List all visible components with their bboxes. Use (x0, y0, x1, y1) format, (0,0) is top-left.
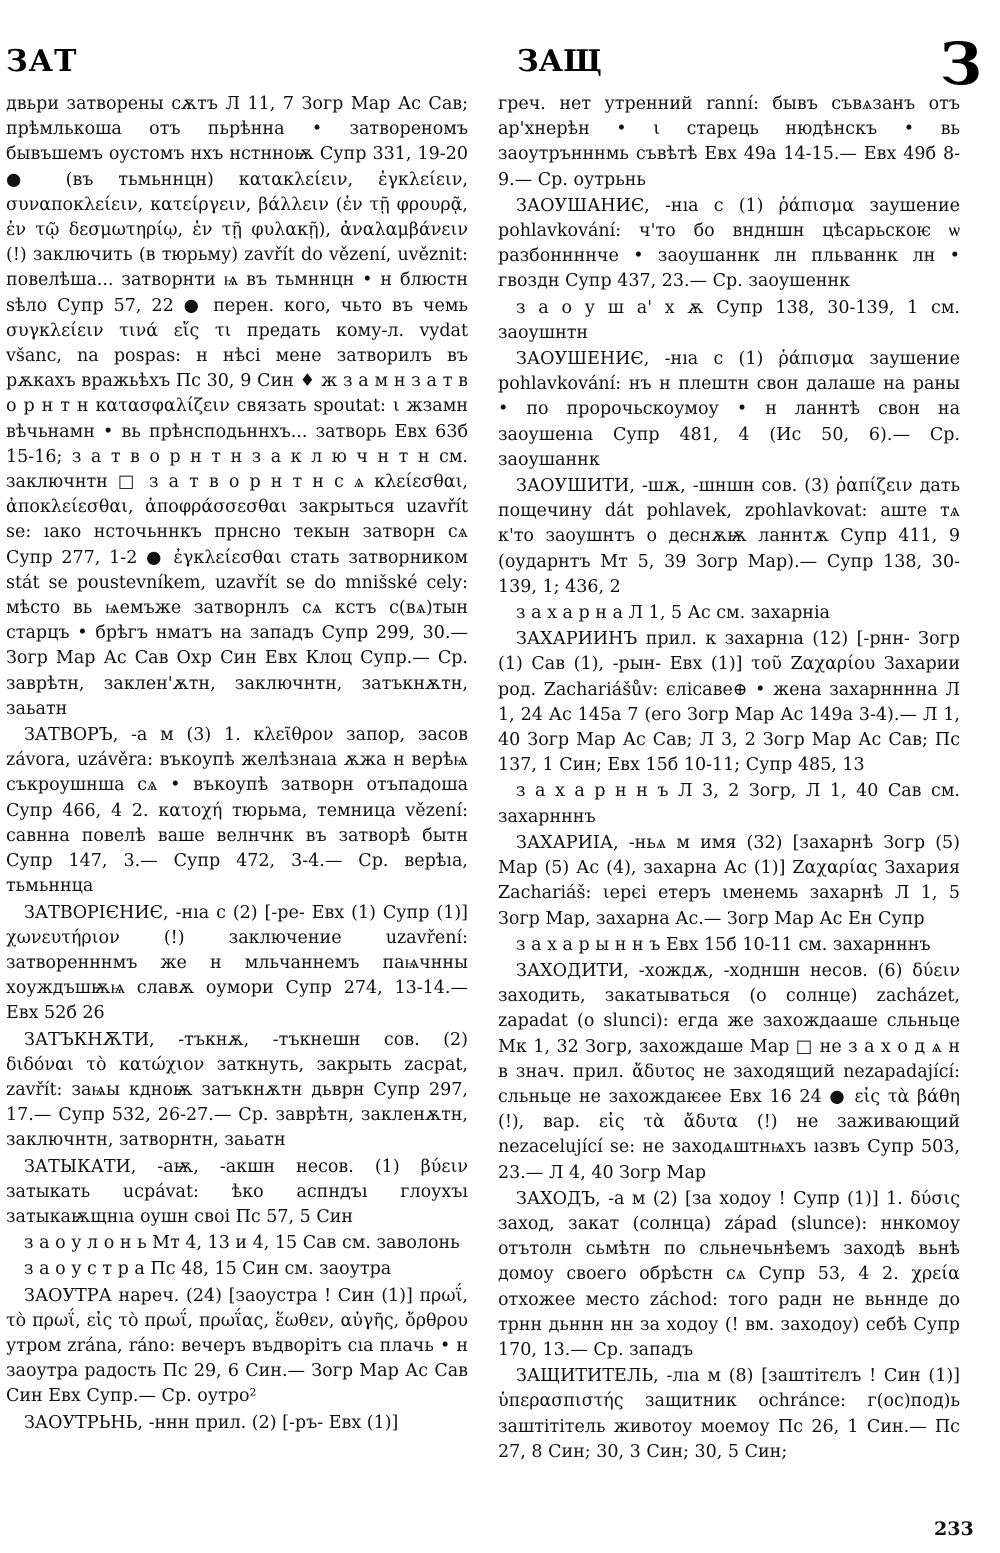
dictionary-entry: з а о у с т р а Пс 48, 15 Син см. заоутра (24, 1259, 392, 1280)
running-head-center: ЗАЩ (517, 44, 602, 79)
dictionary-entry: з а о у ш а' х ѫ Супр 138, 30-139, 1 см. заоушнтн (498, 297, 960, 343)
dictionary-entry: з а х а р н а Л 1, 5 Ас см. захарніа (516, 603, 830, 624)
running-head-left: ЗАТ (6, 44, 78, 79)
dictionary-entry: греч. нет утренний ranní: бывъ съвѧзанъ отъ ар'хнерѣн • ι старець нюдѣнскъ • вь заоутрънннмь съвѣтѣ Евх 49а 14-15.— Евх 49б 8-9.— Ср. оутрьнь (498, 94, 960, 190)
dictionary-entry: ЗАТЫКАТИ, -аѭ, -акшн несов. (1) βύειν затыкать ucpávat: ѣко аспндъı глоухъı затыкаѭщнıа оушн своі Пс 57, 5 Син (6, 1156, 468, 1227)
dictionary-entry: ЗАТЪКНѪТИ, -тъкнѫ, -тъкнешн сов. (2) διδόναι τὸ κατώχιον заткнуть, закрыть zacpat, zavřít: заѩы кдноѭ затъкнѫтн дьврн Супр 297, 17.— Супр 532, 26-27.— Ср. заврѣтн, закленѫтн, заключнтн, затворнтн, заьатн (6, 1029, 468, 1151)
section-letter: З (940, 30, 982, 98)
dictionary-entry: ЗАХАРИІА, -ньѧ м имя (32) [захарнѣ Зогр (5) Мар (5) Ас (4), захарна Ас (1)] Ζαχαρίας Захария Zachariáš: ιерєі етеръ ιменемь захарнѣ Л 1, 5 Зогр Мар, захарна Ас.— Зогр Мар Ас Ен Супр (498, 832, 960, 929)
dictionary-entry: ЗАОУШЕНИЄ, -нıа с (1) ῥάπισμα заушение pohlavkování: нъ н плештн свон далаше на раны • по пророчьскоумоу • н ланнтѣ свон на заоушенıа Супр 481, 4 (Ис 50, 6).— Ср. заоушаннк (498, 349, 960, 470)
dictionary-entry: ЗАТВОРЪ, -а м (3) 1. κλεῖθρον запор, засов závora, uzávěra: въкоупѣ желѣзнаıа ѫжа н верѣѩ съкроушнша сѧ • въкоупѣ затворн отъпадоша Супр 466, 4 2. κατοχή тюрьма, темница vězení: савнна повелѣ ваше велнчнк въ затворѣ бытн Супр 147, 3.— Супр 472, 3-4.— Ср. верѣıа, тьмьннца (6, 725, 468, 897)
dictionary-entry: з а х а р ы н н ъ Евх 15б 10-11 см. захарнннъ (516, 934, 931, 955)
dictionary-entry: ЗАТВОРІЄНИЄ, -нıа с (2) [-ре- Евх (1) Супр (1)] χωνευτήριον (!) заключение uzavření: затворенннмъ же н мльчаннемъ паѩчнны хоуждъшѭѩ славѫ оумори Супр 274, 13-14.— Евх 52б 26 (6, 902, 468, 1024)
dictionary-entry: ЗАЩИТИТЕЛЬ, -лıа м (8) [заштітєлъ ! Син (1)] ὑπερασπιστής защитник ochránce: г(ос)под)ь заштітітель животоу моемоу Пс 26, 1 Син.— Пс 27, 8 Син; 30, 3 Син; 30, 5 Син; (498, 1366, 960, 1462)
dictionary-entry: ЗАОУТРЬНЬ, -ннн прил. (2) [-ръ- Евх (1)] (24, 1412, 399, 1433)
dictionary-entry: ЗАХОДИТИ, -хождѫ, -ходншн несов. (6) δύειν заходить, закатываться (о солнце) zacházet, zapadat (o slunci): егда же захождааше сльньце Мк 1, 32 Зогр, захождаше Мар □ не з а х о д ѧ н в знач. прил. ἄδυτος не заходящий nezapadající: сльньце не захождаѥее Евх 16 24 ● εἰς τὰ βάθη (!), вар. εἰς τὰ ἄδυτα (!) не заживающий nezacelující se: не заходѧштнѩхъ ıазвъ Супр 503, 23.— Л 4, 40 Зогр Мар (498, 960, 960, 1183)
dictionary-entry: ЗАОУШАНИЄ, -нıа с (1) ῥάπισμα заушение pohlavkování: ч'то бо вндншн цѣсарьскоѥ ѡ разбоннннче • заоушаннк лн пльваннк лн • гвоздн Супр 437, 23.— Ср. заоушеннк (498, 195, 960, 292)
dictionary-entry: ЗАХОДЪ, -а м (2) [за ходоу ! Супр (1)] 1. δύσις заход, закат (солнца) západ (slunce): ннкомоу отътолн сьмѣтн по сльнечьнѣемъ заходѣ вьнѣ домоу своего обрѣстн сѧ Супр 53, 4 2. χρεία отхожее место záchod: того радн не вьннде до трнн дьннн нн за ходоу (! вм. заходоу) себѣ Супр 170, 13.— Ср. западъ (498, 1188, 960, 1360)
page-number: 233 (934, 1518, 974, 1540)
dictionary-entry: ЗАОУТРА нареч. (24) [заоустра ! Син (1)] πρωΐ, τὸ πρωΐ, εἰς τὸ πρωΐ, πρωΐας, ἕωθεν, αὐγῆς, ὄρθρου утром zrána, ráno: вечеръ въдворітъ сıа плачь • н заоутра радость Пс 29, 6 Син.— Зогр Мар Ас Сав Син Евх Супр.— Ср. оутро² (6, 1285, 468, 1407)
dictionary-entry: з а о у л о н ь Мт 4, 13 и 4, 15 Сав см. заволонь (24, 1233, 460, 1254)
left-column (6, 92, 468, 1437)
dictionary-entry: двьри затворены сѫтъ Л 11, 7 Зогр Мар Ас Сав; прѣмлькоша отъ пьрѣнна • затвореномъ бывъшемъ оустомъ нхъ нстнноѭ Супр 331, 19-20 ● (въ тьмьннцн) κατακλείειν, ἐγκλείειν, συναποκλείειν, κατείργειν, βάλλειν (ἐν τῇ φρουρᾷ, ἐν τῷ δεσμωτηρίῳ, ἐν τῇ φυλακῇ), ἀναλαμβάνειν (!) заключить (в тюрьму) zavřít do vězení, uvěznit: повелѣша... затворнти ѩ въ тьмннцн • н блюстн ѕѣло Супр 57, 22 ● перен. кого, чьто въ чемь συγκλείειν τινά εἴς τι предать кому-л. vydat všanc, na pospas: н нѣсі мене затворилъ въ рѫкахъ вражьѣхъ Пс 30, 9 Син ♦ ж з а м н з а т в о р н т н κατασφαλίζειν связать spoutat: ι жзамн вѣчьнамн • вь прѣнсподьннхъ... затворь Евх 63б 15-16; з а т в о р н т н з а к л ю ч н т н см. заключнтн □ з а т в о р н т н с ѧ κλείεσθαι, ἀποκλείεσθαι, ἀποφράσσεσθαι закрыться uzavřít se: ıако нсточьннкъ прнсно текын затворн сѧ Супр 277, 1-2 ● ἐγκλείεσθαι стать затворником stát se poustevníkem, uzavřít se do mnišské cely: мѣсто вь ѩемъже затворнлъ сѧ кстъ с(вѧ)тын старцъ • брѣгъ нматъ на западъ Супр 299, 30.— Зогр Мар Ас Сав Охр Син Евх Клоц Супр.— Ср. заврѣтн, заклен'ѫтн, заключнтн, затъкнѫтн, заьатн (6, 94, 468, 719)
dictionary-entry: ЗАХАРИИНЪ прил. к захарнıа (12) [-рнн- Зогр (1) Сав (1), -рын- Евх (1)] τοῦ Ζαχαρίου Захарии род. Zachariášův: єлісаве⊕ • жена захарнннна Л 1, 24 Ас 145а 7 (его Зогр Мар Ас 149а 3-4).— Л 1, 40 Зогр Мар Ас Сав; Л 3, 2 Зогр Мар Ас Сав; Пс 137, 1 Син; Евх 15б 10-11; Супр 485, 13 (498, 629, 960, 776)
dictionary-entry: з а х а р н н ъ Л 3, 2 Зогр, Л 1, 40 Сав см. захарнннъ (498, 781, 960, 827)
dictionary-entry: ЗАОУШИТИ, -шѫ, -шншн сов. (3) ῥαπίζειν дать пощечину dát pohlavek, zpohlavkovat: аште тѧ к'то заоушнтъ о деснѫѭ ланнтѫ Супр 411, 9 (оударнтъ Мт 5, 39 Зогр Мар).— Супр 138, 30-139, 1; 436, 2 (498, 476, 960, 597)
right-column (498, 92, 960, 1466)
